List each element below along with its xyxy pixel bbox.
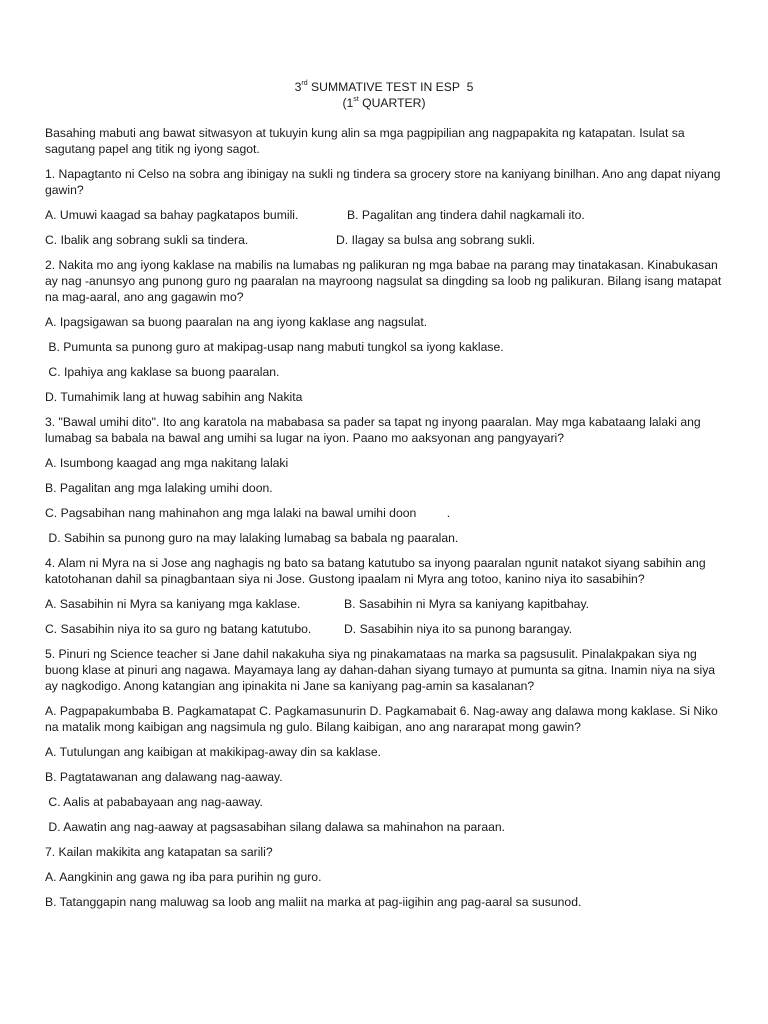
title-text: SUMMATIVE TEST IN ESP 5: [307, 80, 474, 94]
q4-option-c: C. Sasabihin niya ito sa guro ng batang katutubo.: [45, 622, 312, 636]
test-title: [0, 79, 768, 111]
question-7: 7. Kailan makikita ang katapatan sa sarili?: [45, 845, 273, 859]
q3-option-a: A. Isumbong kaagad ang mga nakitang lalaki: [45, 456, 289, 470]
q1-option-a: A. Umuwi kaagad sa bahay pagkatapos bumili.: [45, 208, 299, 222]
q2-option-a: A. Ipagsigawan sa buong paaralan na ang iyong kaklase ang nagsulat.: [45, 315, 428, 329]
question-3: 3. "Bawal umihi dito". Ito ang karatola na mababasa sa pader sa tapat ng inyong paaralan. May mga kabataang lalaki ang lumabag sa babala na bawal ang umihi sa lugar na iyon. Paano mo aaksyonan ang pangyayari?: [45, 415, 701, 445]
title-line-2: [0, 95, 768, 111]
q5-choices-and-question-6: A. Pagpapakumbaba B. Pagkamatapat C. Pagkamasunurin D. Pagkamabait 6. Nag-away ang dalawa mong kaklase. Si Niko na matalik mong kaibigan ang nagsimula ng gulo. Bilang kaibigan, ano ang nararapat mong gawin?: [45, 704, 718, 734]
q7-option-b: B. Tatanggapin nang maluwag sa loob ang maliit na marka at pag-iigihin ang pag-aaral sa susunod.: [45, 895, 582, 909]
quarter-text: QUARTER): [358, 96, 426, 110]
q1-options-row-1: [45, 207, 725, 223]
title-superscript: rd: [301, 79, 308, 87]
test-body: [45, 125, 725, 919]
q4-options-row-2: [45, 621, 725, 637]
title-line-1: [0, 79, 768, 95]
q4-option-b: B. Sasabihin ni Myra sa kaniyang kapitbahay.: [344, 597, 590, 611]
q4-option-a: A. Sasabihin ni Myra sa kaniyang mga kaklase.: [45, 597, 301, 611]
title-number: 3: [294, 80, 302, 94]
quarter-prefix: (1: [342, 96, 354, 110]
q4-options-row-1: [45, 596, 725, 612]
q6-option-c: C. Aalis at pababayaan ang nag-aaway.: [45, 795, 263, 809]
q1-option-d: D. Ilagay sa bulsa ang sobrang sukli.: [336, 233, 536, 247]
q2-option-b: B. Pumunta sa punong guro at makipag-usap nang mabuti tungkol sa iyong kaklase.: [45, 340, 504, 354]
q1-options-row-2: [45, 232, 725, 248]
q3-option-d: D. Sabihin sa punong guro na may lalaking lumabag sa babala ng paaralan.: [45, 531, 459, 545]
q2-option-c: C. Ipahiya ang kaklase sa buong paaralan.: [45, 365, 280, 379]
instructions: Basahing mabuti ang bawat sitwasyon at tukuyin kung alin sa mga pagpipilian ang nagpapakita ng katapatan. Isulat sa sagutang papel ang titik ng iyong sagot.: [45, 126, 685, 156]
question-5: 5. Pinuri ng Science teacher si Jane dahil nakakuha siya ng pinakamataas na marka sa pagsusulit. Pinalakpakan siya ng buong klase at pinuri ang nagawa. Mayamaya lang ay dahan-dahan siyang tumayo at pumunta sa gitna. Inamin niya na siya ay nagkodigo. Anong katangian ang ipinakita ni Jane sa kaniyang pag-amin sa kasalanan?: [45, 647, 716, 693]
question-4: 4. Alam ni Myra na si Jose ang naghagis ng bato sa batang katutubo sa inyong paaralan ngunit natakot siyang sabihin ang katotohanan dahil sa pinagbantaan siya ni Jose. Gustong ipaalam ni Myra ang totoo, kanino niya ito sasabihin?: [45, 556, 706, 586]
q6-option-d: D. Aawatin ang nag-aaway at pagsasabihan silang dalawa sa mahinahon na paraan.: [45, 820, 506, 834]
q1-option-b: B. Pagalitan ang tindera dahil nagkamali ito.: [347, 208, 585, 222]
q3-option-b: B. Pagalitan ang mga lalaking umihi doon.: [45, 481, 273, 495]
q6-option-b: B. Pagtatawanan ang dalawang nag-aaway.: [45, 770, 283, 784]
q6-option-a: A. Tutulungan ang kaibigan at makikipag-away din sa kaklase.: [45, 745, 382, 759]
q2-option-d: D. Tumahimik lang at huwag sabihin ang Nakita: [45, 390, 303, 404]
quarter-superscript: st: [353, 95, 359, 103]
q1-option-c: C. Ibalik ang sobrang sukli sa tindera.: [45, 233, 249, 247]
question-2: 2. Nakita mo ang iyong kaklase na mabilis na lumabas ng palikuran ng mga babae na parang may tinatakasan. Kinabukasan ay nag -anunsyo ang punong guro ng paaralan na mayroong nagsulat sa dingding sa loob ng palikuran. Bilang isang matapat na mag-aaral, ano ang gagawin mo?: [45, 258, 722, 304]
question-1: 1. Napagtanto ni Celso na sobra ang ibinigay na sukli ng tindera sa grocery store na kaniyang binilhan. Ano ang dapat niyang gawin?: [45, 167, 721, 197]
q7-option-a: A. Aangkinin ang gawa ng iba para purihin ng guro.: [45, 870, 322, 884]
q3-option-c: C. Pagsabihan nang mahinahon ang mga lalaki na bawal umihi doon .: [45, 506, 451, 520]
q4-option-d: D. Sasabihin niya ito sa punong barangay.: [344, 622, 573, 636]
